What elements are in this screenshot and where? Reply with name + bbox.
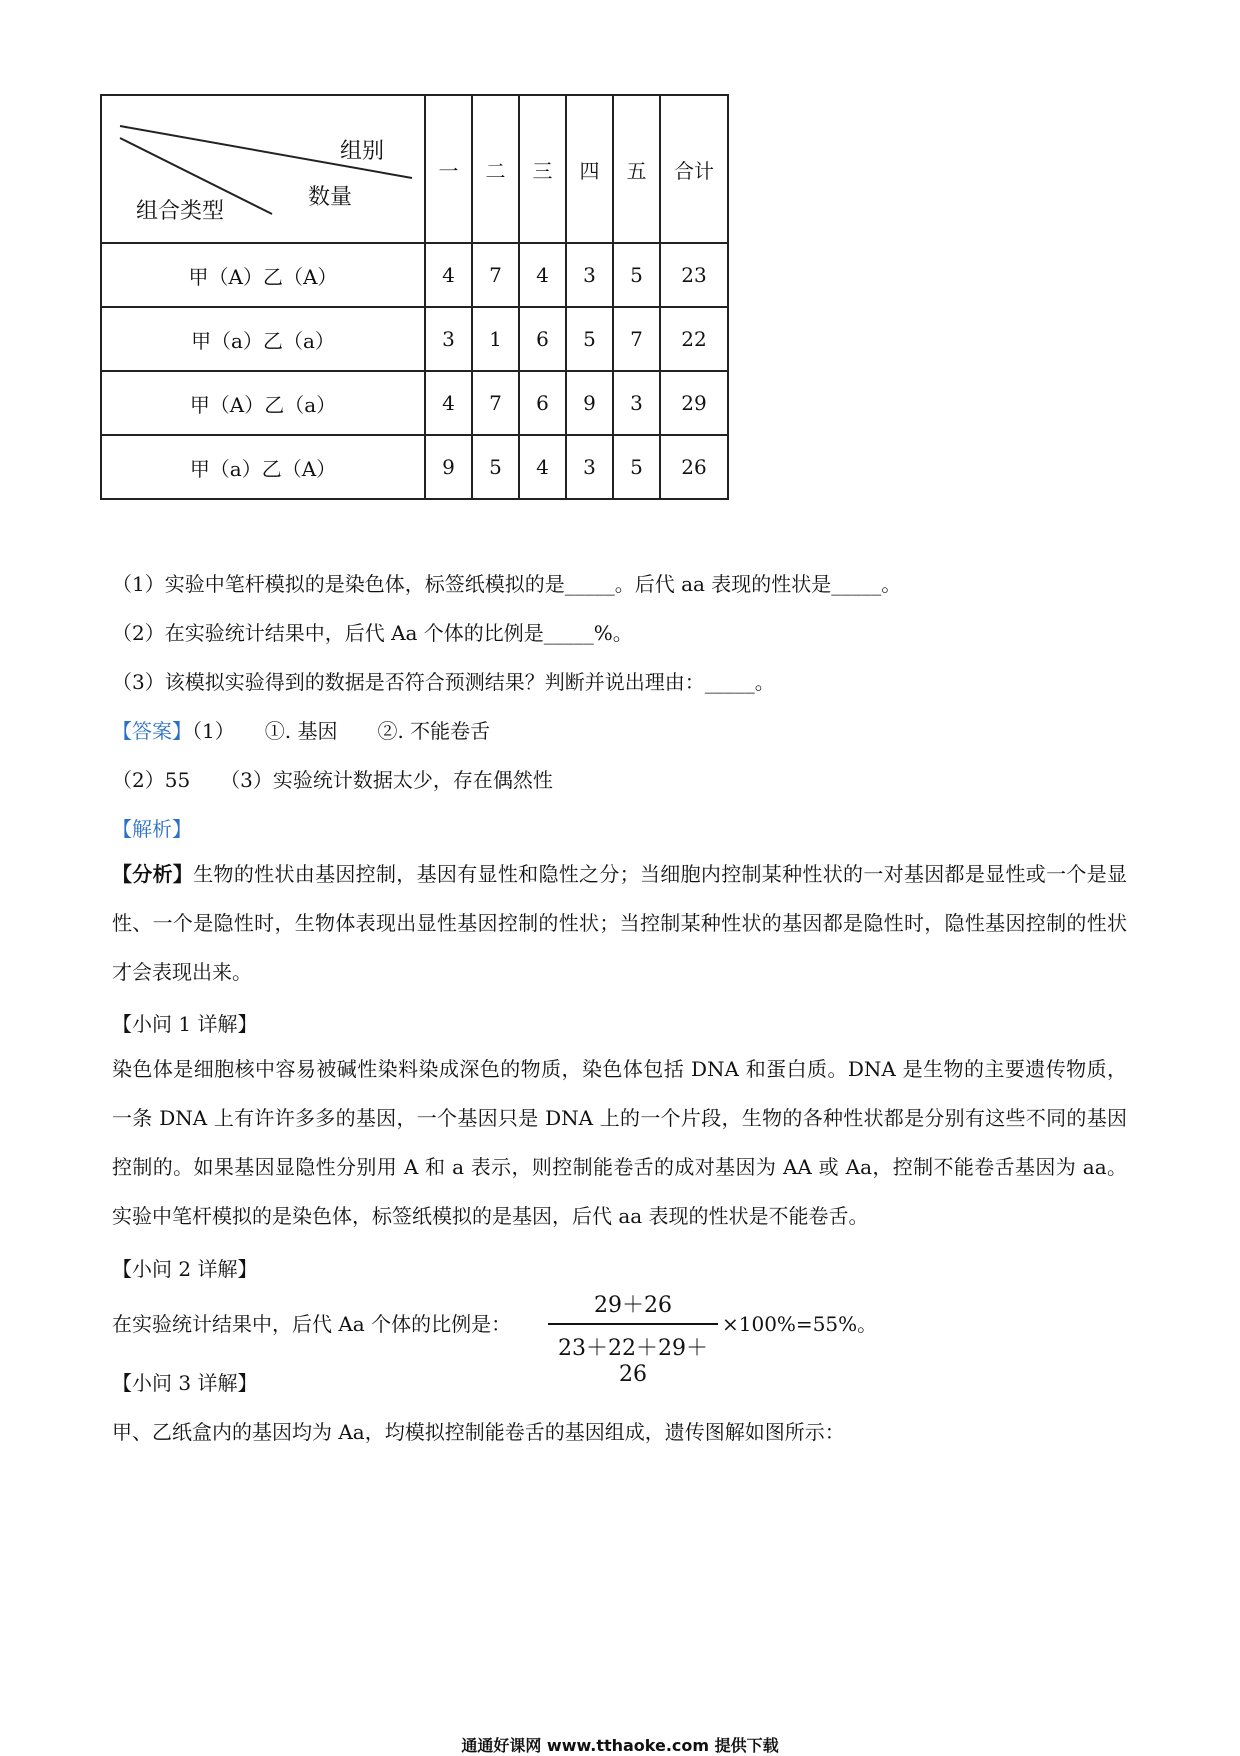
table-cell: 5 xyxy=(566,307,613,371)
table-cell: 7 xyxy=(613,307,660,371)
header-group-5: 五 xyxy=(613,95,660,243)
table-cell-total: 22 xyxy=(660,307,728,371)
table-cell: 3 xyxy=(566,435,613,499)
table-cell: 7 xyxy=(472,243,519,307)
table-cell: 4 xyxy=(519,435,566,499)
table-cell: 3 xyxy=(425,307,472,371)
header-group-2: 二 xyxy=(472,95,519,243)
table-row xyxy=(101,243,728,307)
answer-line-1-text: （1） ①. 基因 ②. 不能卷舌 xyxy=(192,719,491,743)
answer-line-2: （2）55 （3）实验统计数据太少，存在偶然性 xyxy=(112,768,553,792)
table-cell: 4 xyxy=(425,243,472,307)
sub-question-2-label: 【小问 2 详解】 xyxy=(112,1257,258,1281)
table-cell: 6 xyxy=(519,371,566,435)
table-cell: 4 xyxy=(519,243,566,307)
question-2: （2）在实验统计结果中，后代 Aa 个体的比例是_____%。 xyxy=(112,621,633,645)
table-cell: 3 xyxy=(566,243,613,307)
analysis-label: 【解析】 xyxy=(112,817,192,841)
analysis-fenxi-label: 【分析】 xyxy=(112,862,194,886)
fraction-denominator: 23＋22＋29＋26 xyxy=(558,1336,708,1387)
question-1: （1）实验中笔杆模拟的是染色体，标签纸模拟的是_____。后代 aa 表现的性状是_____。 xyxy=(112,572,902,596)
table-cell: 9 xyxy=(425,435,472,499)
ratio-fraction xyxy=(548,1288,718,1387)
header-group-1: 一 xyxy=(425,95,472,243)
table-cell: 3 xyxy=(613,371,660,435)
diagonal-header-cell xyxy=(101,95,425,243)
question-3: （3）该模拟实验得到的数据是否符合预测结果？判断并说出理由：_____。 xyxy=(112,670,775,694)
sub-question-2-prefix: 在实验统计结果中，后代 Aa 个体的比例是： xyxy=(112,1312,512,1336)
table-cell-total: 26 xyxy=(660,435,728,499)
table-cell: 5 xyxy=(613,435,660,499)
fraction-numerator: 29＋26 xyxy=(548,1288,718,1325)
header-combo-type-label: 组合类型 xyxy=(136,199,225,224)
row-label: 甲（A）乙（A） xyxy=(101,243,425,307)
table-row xyxy=(101,307,728,371)
sub-question-1-label: 【小问 1 详解】 xyxy=(112,1012,258,1036)
data-table xyxy=(100,94,729,500)
page-footer: 通通好课网 www.tthaoke.com 提供下载 xyxy=(461,1736,779,1755)
table-cell: 4 xyxy=(425,371,472,435)
sub-question-2-suffix: ×100%=55%。 xyxy=(722,1312,878,1336)
sub-question-3-label: 【小问 3 详解】 xyxy=(112,1371,258,1395)
row-label: 甲（a）乙（a） xyxy=(101,307,425,371)
answer-label: 【答案】 xyxy=(112,719,192,743)
table-cell-total: 23 xyxy=(660,243,728,307)
answer-line-1 xyxy=(112,715,490,744)
table-cell-total: 29 xyxy=(660,371,728,435)
table-cell: 9 xyxy=(566,371,613,435)
header-total: 合计 xyxy=(660,95,728,243)
header-group-3: 三 xyxy=(519,95,566,243)
sub-question-3-text: 甲、乙纸盒内的基因均为 Aa，均模拟控制能卷舌的基因组成，遗传图解如图所示： xyxy=(112,1420,845,1444)
analysis-paragraph xyxy=(112,850,1127,997)
table-header-row xyxy=(101,95,728,243)
table-cell: 1 xyxy=(472,307,519,371)
table-cell: 7 xyxy=(472,371,519,435)
table-cell: 5 xyxy=(472,435,519,499)
row-label: 甲（a）乙（A） xyxy=(101,435,425,499)
header-group-4: 四 xyxy=(566,95,613,243)
table-row xyxy=(101,371,728,435)
table-cell: 5 xyxy=(613,243,660,307)
header-group-label: 组别 xyxy=(340,139,385,164)
sub-question-1-text: 染色体是细胞核中容易被碱性染料染成深色的物质，染色体包括 DNA 和蛋白质。DNA 是生物的主要遗传物质，一条 DNA 上有许许多多的基因，一个基因只是 DNA 上的一个片段，生物的各种性状都是分别有这些不同的基因控制的。如果基因显隐性分别用 A 和 a 表示，则控制能卷舌的成对基因为 AA 或 Aa，控制不能卷舌基因为 aa。实验中笔杆模拟的是染色体，标签纸模拟的是基因，后代 aa 表现的性状是不能卷舌。 xyxy=(112,1057,1127,1228)
table-row xyxy=(101,435,728,499)
table-cell: 6 xyxy=(519,307,566,371)
analysis-fenxi-text: 生物的性状由基因控制，基因有显性和隐性之分；当细胞内控制某种性状的一对基因都是显性或一个是显性、一个是隐性时，生物体表现出显性基因控制的性状；当控制某种性状的基因都是隐性时，隐性基因控制的性状才会表现出来。 xyxy=(112,862,1128,984)
row-label: 甲（A）乙（a） xyxy=(101,371,425,435)
header-quantity-label: 数量 xyxy=(308,185,353,210)
